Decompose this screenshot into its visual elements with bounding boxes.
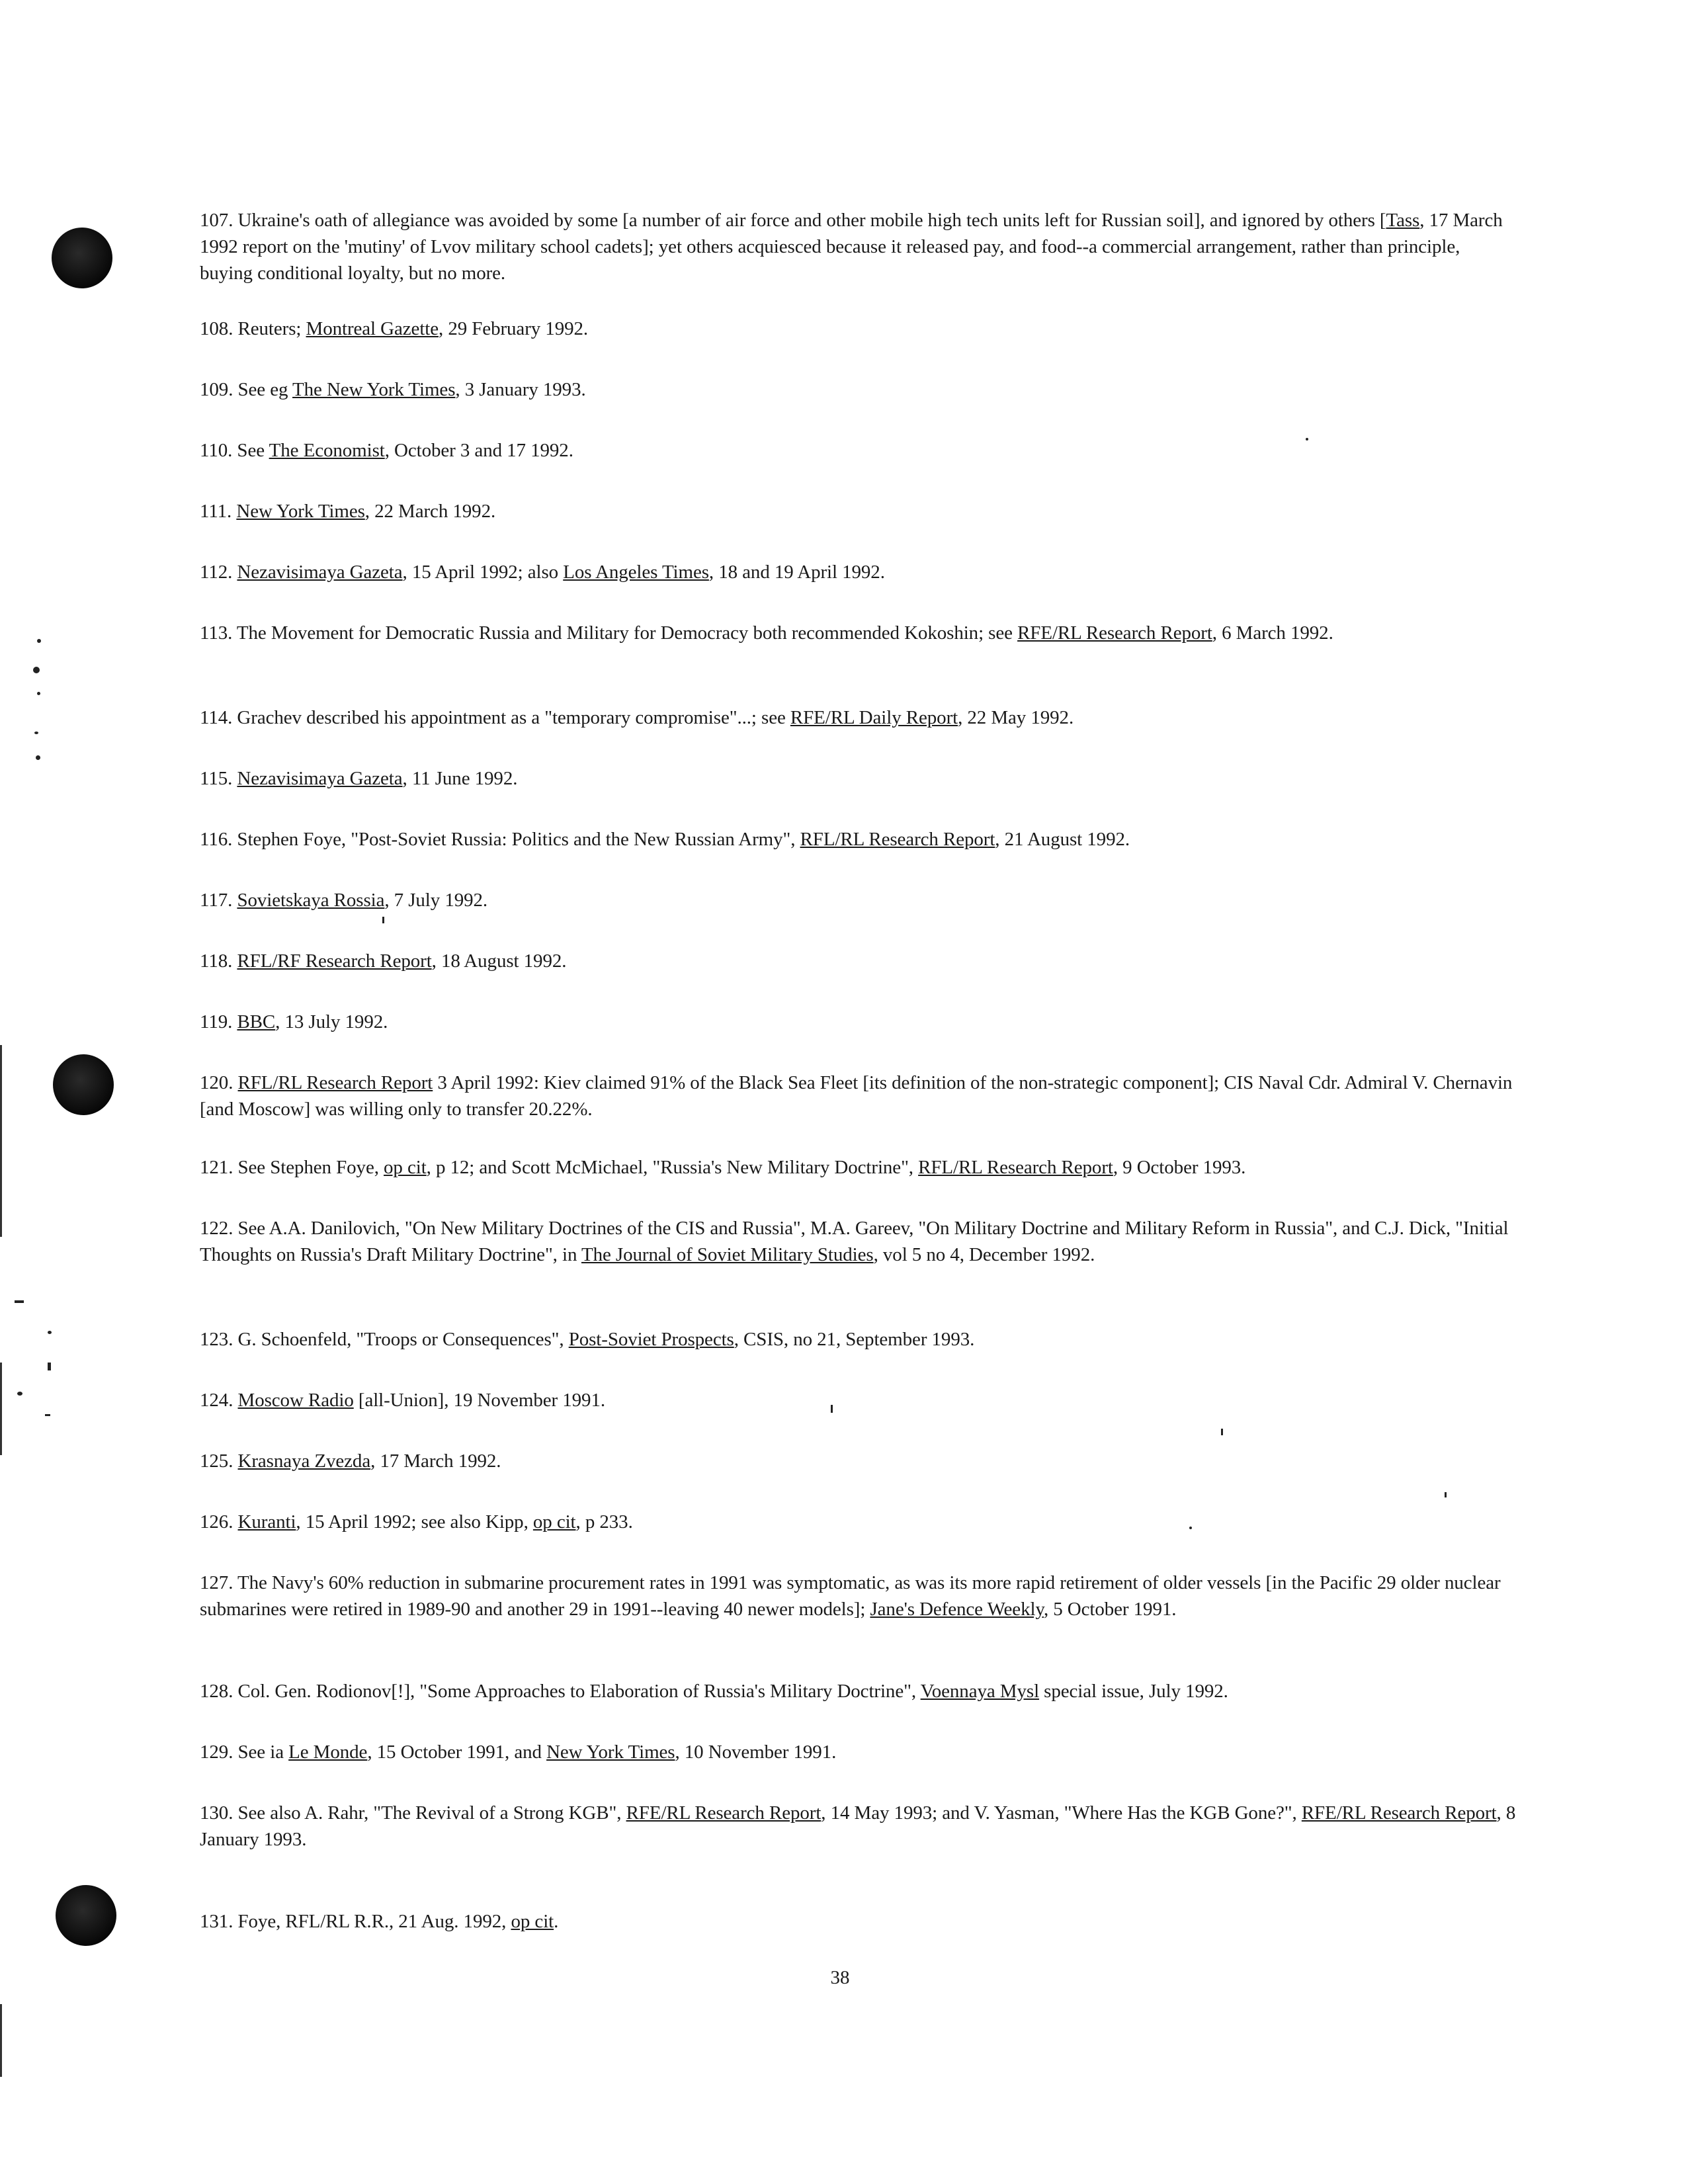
endnote-121: 121. See Stephen Foye, op cit, p 12; and Scott McMichael, "Russia's New Military Doctrine", RFL/RL Research Report, 9 October 1993. <box>200 1157 1246 1178</box>
endnote-131: 131. Foye, RFL/RL R.R., 21 Aug. 1992, op cit. <box>200 1911 559 1932</box>
endnote-115: 115. Nezavisimaya Gazeta, 11 June 1992. <box>200 768 518 789</box>
scan-speck <box>382 917 384 923</box>
scan-speck <box>15 1300 24 1303</box>
endnote-120: 120. RFL/RL Research Report 3 April 1992: Kiev claimed 91% of the Black Sea Fleet [its definition of the non-strategic component]; CIS Naval Cdr. Admiral V. Chernavin [and Moscow] was willing only to transfer 20.22%. <box>200 1072 1513 1120</box>
endnote-117: 117. Sovietskaya Rossia, 7 July 1992. <box>200 890 488 911</box>
scan-speck <box>36 755 40 760</box>
endnote-128: 128. Col. Gen. Rodionov[!], "Some Approaches to Elaboration of Russia's Military Doctrine", Voennaya Mysl special issue, July 1992. <box>200 1681 1228 1702</box>
scan-speck <box>34 732 38 734</box>
endnote-112: 112. Nezavisimaya Gazeta, 15 April 1992; also Los Angeles Times, 18 and 19 April 1992. <box>200 562 885 583</box>
scan-speck <box>1221 1429 1223 1435</box>
endnote-125: 125. Krasnaya Zvezda, 17 March 1992. <box>200 1450 501 1472</box>
endnote-109: 109. See eg The New York Times, 3 January 1993. <box>200 379 586 400</box>
scan-speck <box>37 639 41 643</box>
page-number: 38 <box>830 1967 850 1988</box>
endnote-124: 124. Moscow Radio [all-Union], 19 November 1991. <box>200 1390 605 1411</box>
scan-speck <box>45 1414 50 1416</box>
scan-edge-mark <box>0 1363 2 1455</box>
endnote-113: 113. The Movement for Democratic Russia and Military for Democracy both recommended Kokoshin; see RFE/RL Research Report, 6 March 1992. <box>200 622 1333 644</box>
endnote-122: 122. See A.A. Danilovich, "On New Military Doctrines of the CIS and Russia", M.A. Gareev, "On Military Doctrine and Military Reform in Russia", and C.J. Dick, "Initial Thoughts on Russia's Draft Military Doctrine", in The Journal of Soviet Military Studies, vol 5 no 4, December 1992. <box>200 1218 1509 1265</box>
endnote-116: 116. Stephen Foye, "Post-Soviet Russia: Politics and the New Russian Army", RFL/RL Research Report, 21 August 1992. <box>200 829 1130 850</box>
scan-speck <box>1445 1492 1447 1497</box>
endnote-118: 118. RFL/RF Research Report, 18 August 1992. <box>200 950 567 972</box>
endnote-119: 119. BBC, 13 July 1992. <box>200 1011 388 1032</box>
scan-speck <box>33 667 40 673</box>
punch-hole <box>56 1885 116 1946</box>
punch-hole <box>52 228 112 288</box>
endnote-126: 126. Kuranti, 15 April 1992; see also Kipp, op cit, p 233. <box>200 1511 633 1533</box>
endnote-111: 111. New York Times, 22 March 1992. <box>200 501 496 522</box>
endnote-130: 130. See also A. Rahr, "The Revival of a Strong KGB", RFE/RL Research Report, 14 May 1993; and V. Yasman, "Where Has the KGB Gone?", RFE/RL Research Report, 8 January 1993. <box>200 1802 1516 1850</box>
scan-speck <box>48 1363 51 1370</box>
scan-speck <box>48 1331 52 1334</box>
endnote-108: 108. Reuters; Montreal Gazette, 29 February 1992. <box>200 318 589 339</box>
endnote-107: 107. Ukraine's oath of allegiance was avoided by some [a number of air force and other mobile high tech units left for Russian soil], and ignored by others [Tass, 17 March 1992 report on the 'mutiny' of Lvov military school cadets]; yet others acquiesced because it released pay, and food--a commercial arrangement, rather than principle, buying conditional loyalty, but no more. <box>200 210 1503 284</box>
scan-edge-mark <box>0 1045 2 1237</box>
endnote-114: 114. Grachev described his appointment as a "temporary compromise"...; see RFE/RL Daily Report, 22 May 1992. <box>200 707 1074 728</box>
endnote-123: 123. G. Schoenfeld, "Troops or Consequences", Post-Soviet Prospects, CSIS, no 21, September 1993. <box>200 1329 975 1350</box>
scan-edge-mark <box>0 2004 2 2077</box>
endnote-110: 110. See The Economist, October 3 and 17 1992. <box>200 440 573 461</box>
endnote-129: 129. See ia Le Monde, 15 October 1991, and New York Times, 10 November 1991. <box>200 1742 837 1763</box>
scan-speck <box>37 692 40 695</box>
punch-hole <box>53 1054 114 1115</box>
endnote-127: 127. The Navy's 60% reduction in submarine procurement rates in 1991 was symptomatic, as was its more rapid retirement of older vessels [in the Pacific 29 older nuclear submarines were retired in 1989-90 and another 29 in 1991--leaving 40 newer models]; Jane's Defence Weekly, 5 October 1991. <box>200 1572 1501 1620</box>
scan-speck <box>17 1392 22 1396</box>
